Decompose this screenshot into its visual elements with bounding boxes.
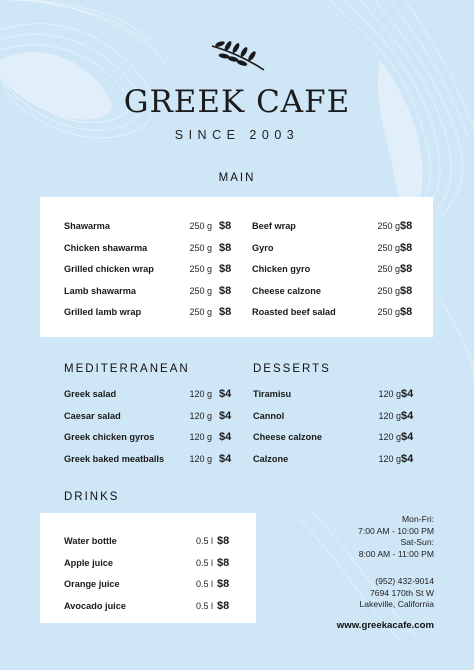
menu-item-quantity: 0.5 l — [195, 579, 213, 589]
menu-item — [252, 304, 427, 320]
menu-item — [64, 218, 239, 234]
menu-item-quantity: 250 g — [189, 221, 212, 231]
menu-item — [64, 408, 239, 424]
menu-item-price: $8 — [400, 241, 413, 254]
menu-item-quantity: 250 g — [189, 285, 212, 296]
menu-item-price: $4 — [219, 409, 232, 422]
menu-item — [64, 283, 239, 299]
menu-item-name: Apple juice — [64, 557, 114, 568]
menu-item-name: Cheese calzone — [252, 285, 321, 296]
menu-item-price: $8 — [400, 263, 413, 275]
section-title-mediterranean: MEDITERRANEAN — [64, 363, 190, 375]
section-title-main: MAIN — [218, 172, 256, 184]
menu-item-quantity: 0.5 l — [195, 600, 213, 611]
menu-item — [64, 240, 239, 256]
menu-item-name: Calzone — [253, 453, 289, 464]
menu-item — [64, 261, 239, 277]
address-block — [359, 576, 434, 611]
menu-item-quantity: 120 g — [189, 453, 212, 464]
menu-item-name: Greek baked meatballs — [64, 453, 165, 464]
menu-item-quantity: 0.5 l — [195, 536, 213, 546]
menu-item — [64, 598, 239, 614]
menu-item-quantity: 120 g — [189, 389, 212, 399]
drinks-panel — [40, 513, 256, 623]
menu-item-price: $4 — [219, 388, 232, 400]
menu-item — [253, 408, 428, 424]
menu-item — [252, 240, 427, 256]
menu-item — [252, 261, 427, 277]
menu-item-name: Water bottle — [64, 536, 117, 546]
menu-item-price: $8 — [217, 535, 230, 547]
menu-item-price: $8 — [400, 220, 413, 232]
menu-item — [253, 386, 428, 402]
menu-item — [64, 429, 239, 445]
hours-weekend: 8:00 AM - 11:00 PM — [358, 548, 434, 559]
city-address: Lakeville, California — [359, 599, 434, 610]
hours-weekday-label: Mon-Fri: — [402, 514, 434, 524]
menu-item-price: $8 — [217, 578, 230, 590]
menu-item-quantity: 250 g — [377, 285, 400, 296]
hours-weekday: 7:00 AM - 10:00 PM — [358, 525, 434, 536]
menu-item-name: Tiramisu — [253, 389, 292, 399]
menu-item-quantity: 120 g — [378, 432, 401, 442]
menu-item-name: Grilled lamb wrap — [64, 307, 142, 317]
menu-item-quantity: 120 g — [189, 432, 212, 442]
menu-item-name: Beef wrap — [252, 221, 296, 231]
olive-branch-icon — [206, 38, 268, 74]
menu-item-price: $4 — [401, 388, 414, 400]
menu-item — [64, 386, 239, 402]
menu-item-quantity: 250 g — [377, 264, 400, 274]
menu-item-name: Avocado juice — [64, 600, 126, 611]
main-menu-panel — [40, 197, 433, 337]
menu-item — [64, 451, 239, 467]
menu-item-price: $4 — [401, 409, 414, 422]
menu-item-name: Greek salad — [64, 389, 117, 399]
menu-item — [64, 304, 239, 320]
menu-item-quantity: 250 g — [189, 307, 212, 317]
street-address: 7694 170th St W — [369, 587, 434, 598]
menu-item-price: $8 — [217, 556, 230, 569]
menu-item-quantity: 250 g — [377, 242, 400, 253]
since-subtitle: SINCE 2003 — [174, 128, 300, 142]
menu-item-price: $8 — [400, 284, 413, 297]
menu-item-quantity: 0.5 l — [195, 557, 213, 568]
menu-item-name: Lamb shawarma — [64, 285, 136, 296]
page-title: GREEK CAFE — [123, 84, 351, 120]
menu-item-quantity: 120 g — [378, 410, 401, 421]
menu-item-name: Gyro — [252, 242, 274, 253]
menu-item — [253, 451, 428, 467]
website-link[interactable]: www.greekacafe.com — [336, 620, 434, 631]
menu-item-name: Cheese calzone — [253, 432, 322, 442]
menu-item-price: $4 — [219, 452, 232, 465]
menu-item-name: Greek chicken gyros — [64, 432, 155, 442]
menu-item-price: $4 — [401, 452, 414, 465]
section-title-desserts: DESSERTS — [253, 363, 331, 375]
menu-item — [64, 555, 239, 571]
menu-item-quantity: 250 g — [377, 307, 400, 317]
opening-hours — [358, 514, 434, 560]
phone-number: (952) 432-9014 — [375, 576, 434, 586]
menu-item-quantity: 250 g — [377, 221, 400, 231]
menu-item-name: Roasted beef salad — [252, 307, 336, 317]
menu-item — [64, 533, 239, 549]
menu-item-price: $8 — [219, 306, 232, 318]
hours-weekend-label: Sat-Sun: — [400, 537, 434, 548]
menu-item-price: $8 — [217, 599, 230, 612]
menu-item — [252, 283, 427, 299]
menu-item-price: $8 — [400, 306, 413, 318]
menu-item-name: Orange juice — [64, 579, 120, 589]
menu-item — [64, 576, 239, 592]
menu-item — [253, 429, 428, 445]
menu-item-name: Cannol — [253, 410, 285, 421]
menu-item-price: $8 — [219, 220, 232, 232]
menu-item-price: $8 — [219, 284, 232, 297]
menu-item-quantity: 120 g — [378, 389, 401, 399]
menu-item-quantity: 250 g — [189, 264, 212, 274]
menu-item-name: Chicken shawarma — [64, 242, 148, 253]
menu-item-price: $8 — [219, 241, 232, 254]
menu-item-name: Shawarma — [64, 221, 110, 231]
menu-item-quantity: 250 g — [189, 242, 212, 253]
section-title-drinks: DRINKS — [64, 491, 120, 503]
menu-item-name: Chicken gyro — [252, 264, 311, 274]
menu-item-quantity: 120 g — [189, 410, 212, 421]
menu-item-name: Caesar salad — [64, 410, 121, 421]
menu-item-quantity: 120 g — [378, 453, 401, 464]
menu-item-price: $4 — [219, 431, 232, 443]
menu-item-name: Grilled chicken wrap — [64, 264, 154, 274]
menu-item-price: $8 — [219, 263, 232, 275]
menu-item — [252, 218, 427, 234]
menu-item-price: $4 — [401, 431, 414, 443]
